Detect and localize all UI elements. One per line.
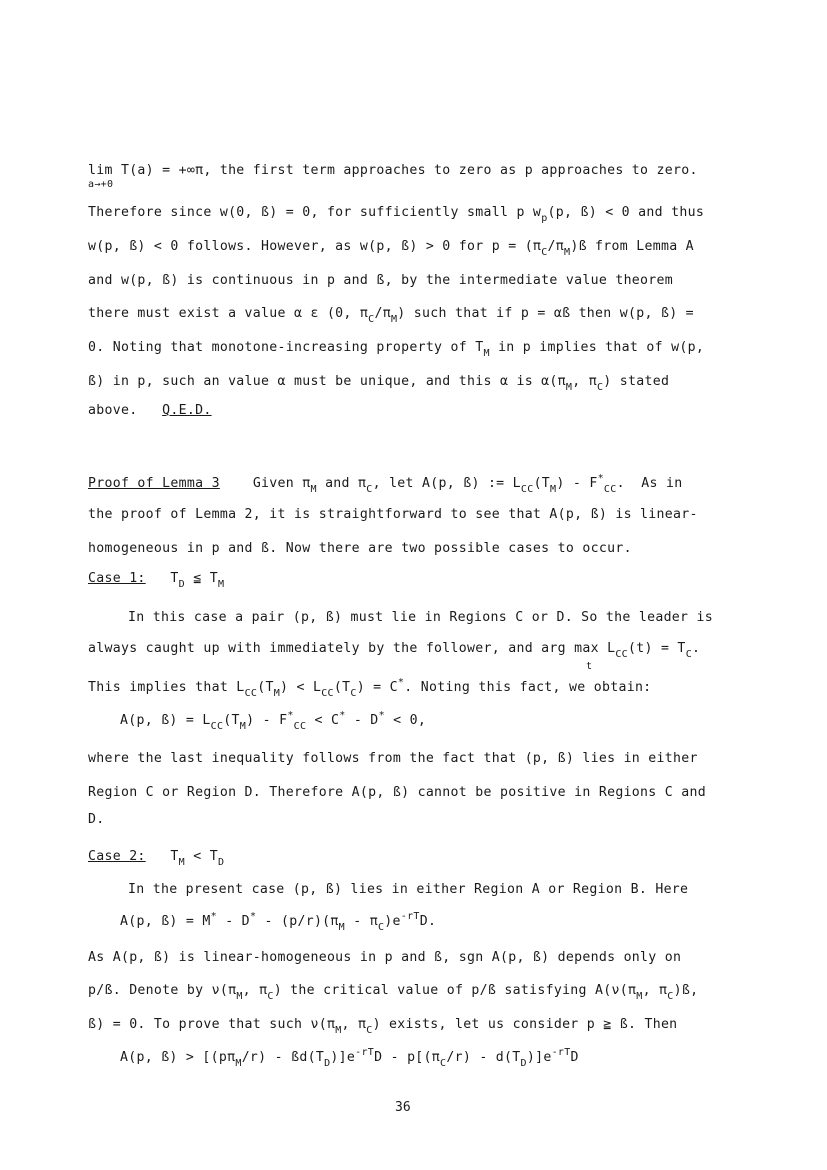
text-line: and w(p, ß) is continuous in p and ß, by the intermediate value theorem [88, 273, 674, 288]
text-line: w(p, ß) < 0 follows. However, as w(p, ß) > 0 for $p = (\pi_C/\pi_M)ß$ from Lemma A [88, 239, 694, 258]
text-line: D. [88, 812, 105, 827]
case-2-heading: Case 2: [88, 849, 146, 864]
text-line: always caught up with immediately by the follower, and arg $\max L_{CC}(t) = T_C$. [88, 641, 701, 660]
text-line: As A(p, ß) is linear-homogeneous in p and ß, sgn A(p, ß) depends only on [88, 950, 682, 965]
qed-mark: Q.E.D. [162, 403, 212, 418]
proof-heading: Proof of Lemma 3 [88, 476, 220, 491]
text-line: In this case a pair (p, ß) must lie in Regions C or D. So the leader is [128, 610, 714, 625]
text-line: lim T(a) = +∞π, the first term approaches to zero as p approaches to zero. [88, 163, 698, 178]
text-line: Region C or Region D. Therefore A(p, ß) cannot be positive in Regions C and [88, 785, 706, 800]
equation: A(p, ß) = $M^* - D^* - (p/r)(\pi_M - \pi_C)e^{-rT}D$. [120, 911, 437, 933]
argmax-subscript: t [586, 661, 593, 672]
text-line: homogeneous in p and ß. Now there are two possible cases to occur. [88, 541, 632, 556]
equation: A(p, ß) > [$(p\pi_M/r)$ - $ßd(T_D)]e^{-rT}D - p[(\pi_C/r) - d(T_D)]e^{-rT}D$ [120, 1047, 579, 1069]
case-1-heading: Case 1: [88, 571, 146, 586]
text-line: This implies that $L_{CC}(T_M) < L_{CC}(T_C) = C^*$. Noting this fact, we obtain: [88, 677, 652, 699]
text-line: Case 2: $T_M < T_D$ [88, 849, 225, 868]
text-line: above. Q.E.D. [88, 403, 212, 418]
text-line: Case 1: $T_D$ ≦ $T_M$ [88, 571, 225, 590]
text-line: p/ß. Denote by $\nu(\pi_M$, $\pi_C$) the critical value of p/ß satisfying $A(\nu(\pi_M$, $\pi_C)ß$, [88, 983, 699, 1002]
text-line: ß) = 0. To prove that such $\nu(\pi_M$, $\pi_C$) exists, let us consider p ≧ ß. Then [88, 1017, 678, 1036]
text-line: Proof of Lemma 3 Given $\pi_M$ and $\pi_C$, let A(p, ß) := $L_{CC}(T_M) - F^*_{CC}$. As in [88, 473, 683, 495]
text-line: there must exist a value α ε (0, $\pi_C/\pi_M$) such that if p = αß then w(p, ß) = [88, 306, 694, 325]
equation: A(p, ß) = $L_{CC}(T_M) - F^*_{CC} < C^* - D^* < 0$, [120, 710, 427, 732]
text-line: the proof of Lemma 2, it is straightforward to see that A(p, ß) is linear- [88, 507, 698, 522]
text-line: 0. Noting that monotone-increasing property of $T_M$ in p implies that of w(p, [88, 340, 705, 359]
limit-subscript: a→+0 [88, 179, 114, 190]
text-line: In the present case (p, ß) lies in either Region A or Region B. Here [128, 882, 689, 897]
text-line: ß) in p, such an value α must be unique, and this α is $\alpha(\pi_M$, $\pi_C$) stated [88, 374, 670, 393]
page-number: 36 [395, 1100, 411, 1115]
text-line: Therefore since w(0, ß) = 0, for sufficiently small p $w_p(p$, ß) < 0 and thus [88, 205, 705, 224]
text-line: where the last inequality follows from the fact that (p, ß) lies in either [88, 751, 698, 766]
